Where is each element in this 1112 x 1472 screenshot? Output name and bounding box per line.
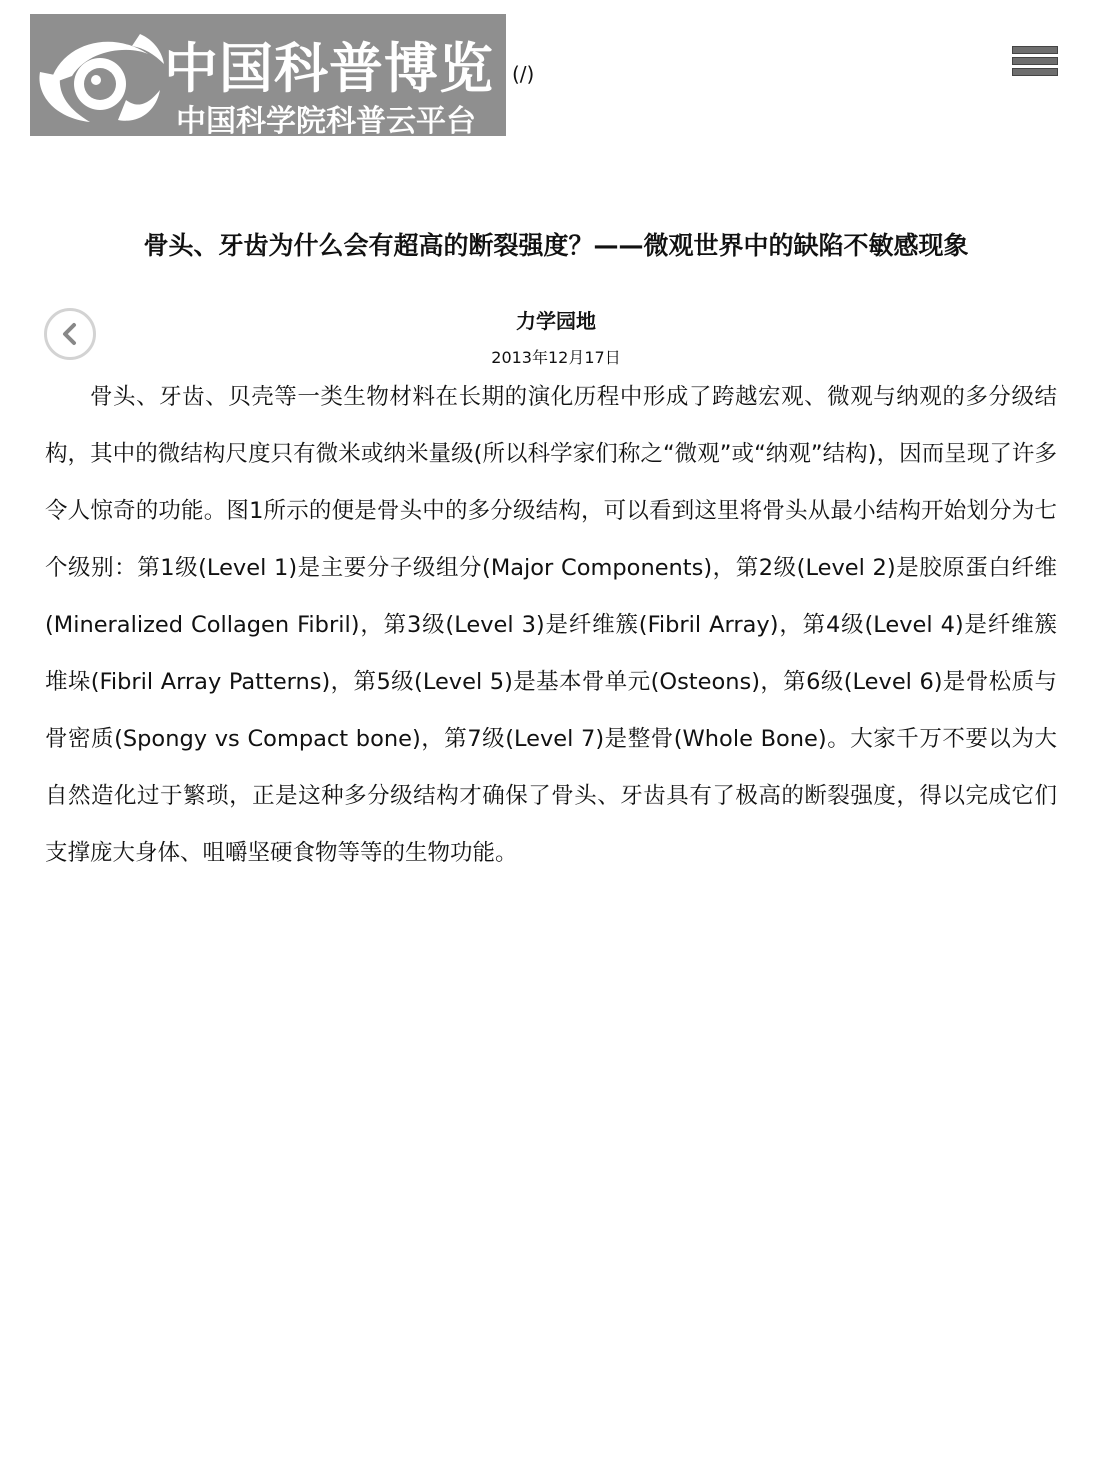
eye-fish-logo-icon (30, 14, 170, 136)
home-link[interactable]: (/) (512, 62, 535, 86)
article-date: 2013年12月17日 (491, 348, 621, 367)
site-logo[interactable] (30, 14, 506, 136)
article-source: 力学园地 (516, 309, 596, 333)
logo-title: 中国科普博览 (164, 37, 494, 100)
article-title: 骨头、牙齿为什么会有超高的断裂强度？——微观世界中的缺陷不敏感现象 (143, 231, 969, 260)
menu-button[interactable] (1012, 46, 1058, 77)
logo-subtitle: 中国科学院科普云平台 (176, 104, 476, 136)
article-body: 骨头、牙齿、贝壳等一类生物材料在长期的演化历程中形成了跨越宏观、微观与纳观的多分级结构，其中的微结构尺度只有微米或纳米量级(所以科学家们称之“微观”或“纳观”结构)，因而呈现了许多令人惊奇的功能。图1所示的便是骨头中的多分级结构，可以看到这里将骨头从最小结构开始划分为七个级别：第1级(Level 1)是主要分子级组分(Major Components)，第2级(Level 2)是胶原蛋白纤维(Mineralized Collagen Fibril)，第3级(Level 3)是纤维簇(Fibril Array)，第4级(Level 4)是纤维簇堆垛(Fibril Array Patterns)，第5级(Level 5)是基本骨单元(Osteons)，第6级(Level 6)是骨松质与骨密质(Spongy vs Compact bone)，第7级(Level 7)是整骨(Whole Bone)。大家千万不要以为大自然造化过于繁琐，正是这种多分级结构才确保了骨头、牙齿具有了极高的断裂强度，得以完成它们支撑庞大身体、咀嚼坚硬食物等等的生物功能。 (45, 384, 1057, 866)
